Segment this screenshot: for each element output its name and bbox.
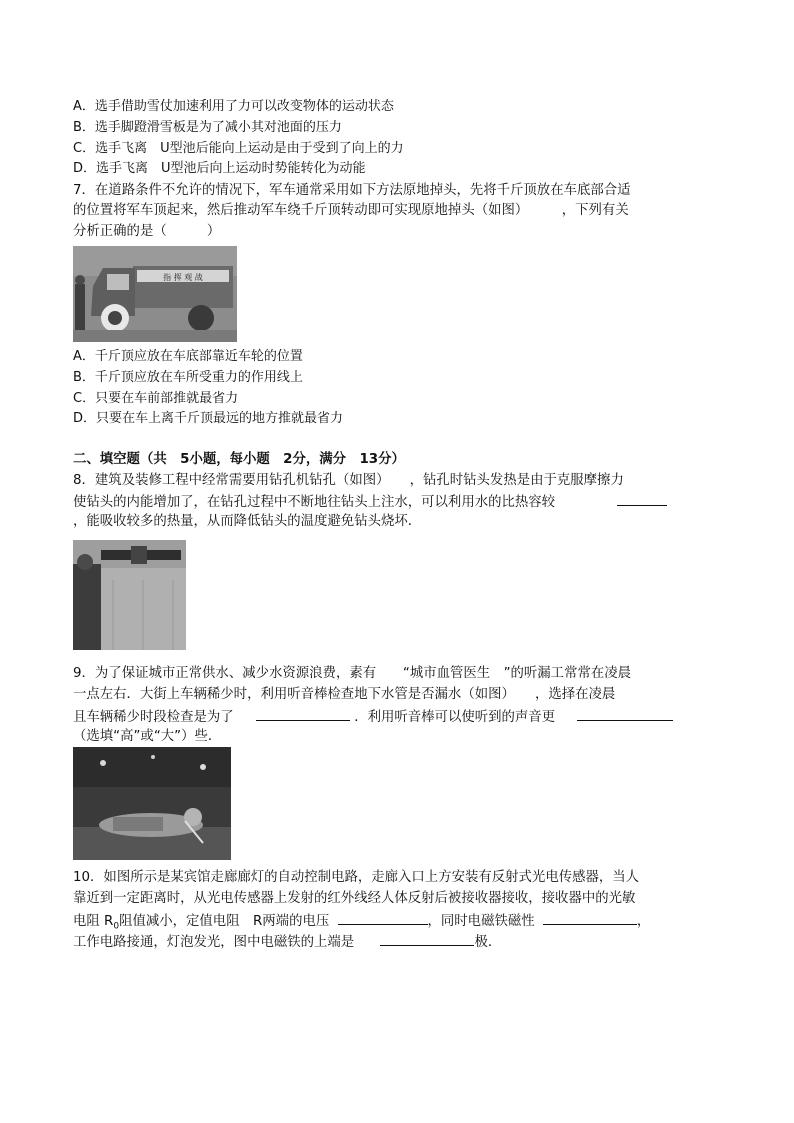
section2-title: 二、填空题（共 5小题，每小题 2分，满分 13分） <box>73 452 405 467</box>
q10-blank-2[interactable] <box>543 910 637 925</box>
q7-option-b: B．千斤顶应放在车所受重力的作用线上 <box>73 370 303 385</box>
q9-text-line1: 9．为了保证城市正常供水、减少水资源浪费，素有 “城市血管医生 ”的听漏工常常在凌晨 <box>73 666 632 681</box>
q9-text-line3 <box>73 706 673 728</box>
q6-option-c: C．选手飞离 U型池后能向上运动是由于受到了向上的力 <box>73 141 404 156</box>
q7-text-line1: 7．在道路条件不允许的情况下，军车通常采用如下方法原地掉头，先将千斤顶放在车底部合适 <box>73 183 631 198</box>
q10-text-line4-part2: 极． <box>474 935 502 950</box>
q10-text-line3-part4: ， <box>636 914 651 929</box>
q8-blank-1[interactable] <box>617 491 667 506</box>
q9-text-line3-part1: 且车辆稀少时段检查是为了 <box>73 710 234 725</box>
q9-blank-1[interactable] <box>256 706 350 721</box>
q10-text-line3-part3: ，同时电磁铁磁性 <box>427 914 535 929</box>
q7-option-c: C．只要在车前部推就最省力 <box>73 391 239 406</box>
q10-blank-1[interactable] <box>338 910 428 925</box>
q10-text-line3-part1: 电阻 R <box>73 914 114 929</box>
q8-text-line2 <box>73 491 667 513</box>
q10-text-line4 <box>73 931 501 953</box>
truck-sign-text: 指 挥 观 战 <box>163 273 203 282</box>
q7-text-line2: 的位置将军车顶起来，然后推动军车绕千斤顶转动即可实现原地掉头（如图） ，下列有关 <box>73 203 629 218</box>
q10-text-line3-part2: 阻值减小，定值电阻 R两端的电压 <box>119 914 330 929</box>
q7-option-d: D．只要在车上离千斤顶最远的地方推就最省力 <box>73 411 344 426</box>
q9-text-line4: （选填“高”或“大”）些． <box>73 729 222 744</box>
q9-text-line2: 一点左右．大街上车辆稀少时，利用听音棒检查地下水管是否漏水（如图） ，选择在凌晨 <box>73 687 616 702</box>
q10-text-line1: 10．如图所示是某宾馆走廊廊灯的自动控制电路，走廊入口上方安装有反射式光电传感器，当人 <box>73 870 640 885</box>
q6-option-a: A．选手借助雪仗加速利用了力可以改变物体的运动状态 <box>73 99 394 114</box>
q10-blank-3[interactable] <box>380 931 474 946</box>
drill-photo <box>73 540 186 650</box>
q6-option-d: D．选手飞离 U型池后向上运动时势能转化为动能 <box>73 161 366 176</box>
q9-blank-2[interactable] <box>577 706 673 721</box>
q8-text-line3: ，能吸收较多的热量，从而降低钻头的温度避免钻头烧坏． <box>73 514 422 529</box>
q7-text-line3: 分析正确的是（ ） <box>73 224 221 239</box>
q6-option-b: B．选手脚蹬滑雪板是为了减小其对池面的压力 <box>73 120 342 135</box>
q7-option-a: A．千斤顶应放在车底部靠近车轮的位置 <box>73 349 303 364</box>
q10-text-line2: 靠近到一定距离时，从光电传感器上发射的红外线经人体反射后被接收器接收，接收器中的光敏 <box>73 891 636 906</box>
q8-text-line2-content: 使钻头的内能增加了，在钻孔过程中不断地往钻头上注水，可以利用水的比热容较 <box>73 495 556 510</box>
q10-subscript-zero: 0 <box>113 921 120 932</box>
truck-photo <box>73 246 237 342</box>
q10-text-line4-part1: 工作电路接通，灯泡发光，图中电磁铁的上端是 <box>73 935 355 950</box>
listening-rod-photo <box>73 747 231 860</box>
q8-text-line1: 8．建筑及装修工程中经常需要用钻孔机钻孔（如图） ，钻孔时钻头发热是由于克服摩擦力 <box>73 473 624 488</box>
q9-text-line3-part2: ．利用听音棒可以使听到的声音更 <box>354 710 556 725</box>
